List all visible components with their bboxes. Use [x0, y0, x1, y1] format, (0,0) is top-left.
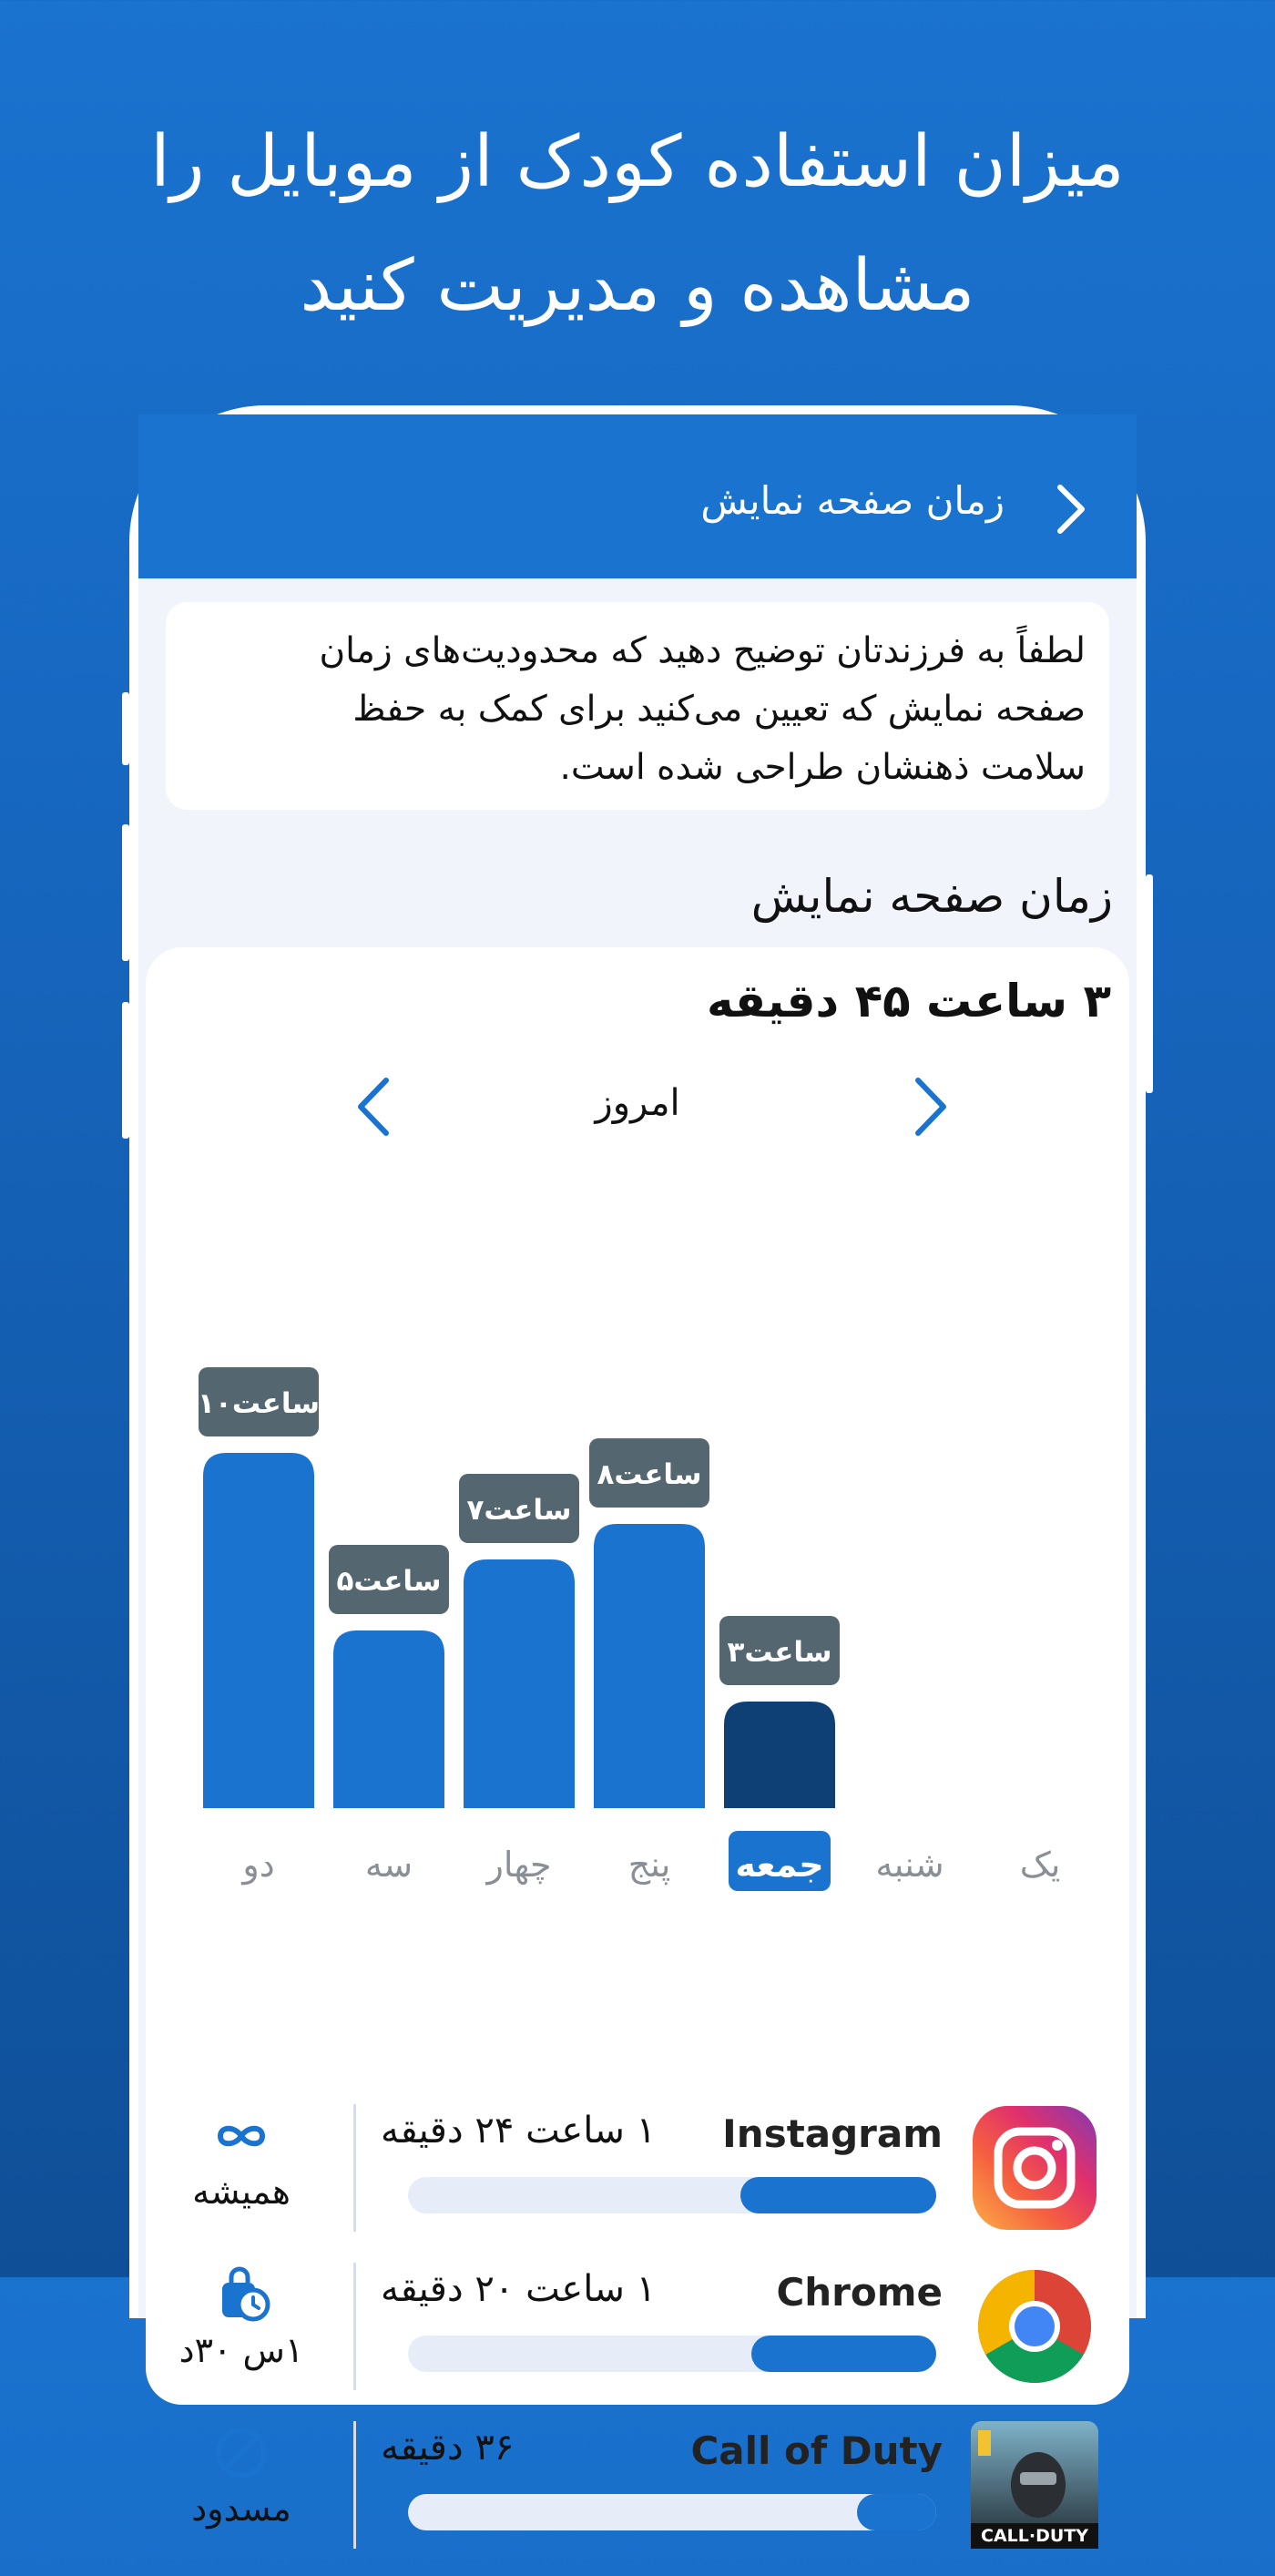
divider [353, 2421, 356, 2549]
phone-side-button [1146, 874, 1153, 1093]
limit-label: مسدود [191, 2489, 291, 2529]
timer-lock-icon [209, 2263, 273, 2326]
chart-bar-group[interactable] [198, 1367, 320, 1808]
chart-data-label: ساعت۱۰ [198, 1387, 320, 1420]
limit-setting[interactable] [173, 2104, 310, 2212]
back-icon[interactable] [1040, 480, 1098, 538]
app-row-call-of-duty[interactable] [146, 2421, 1129, 2576]
chart-data-label: ساعت۷ [466, 1494, 572, 1527]
chart-bar[interactable] [333, 1630, 444, 1808]
chart-data-label: ساعت۵ [336, 1565, 442, 1598]
info-line-2: صفحه نمایش که تعیین می‌کنید برای کمک به حفظ [352, 689, 1086, 730]
app-time: ۱ ساعت ۲۰ دقیقه [381, 2268, 657, 2310]
chart-day-label[interactable]: دو [242, 1845, 275, 1885]
usage-progress-fill [751, 2336, 936, 2372]
chart-bar[interactable] [203, 1453, 314, 1808]
instagram-icon [971, 2104, 1098, 2232]
total-usage: ۳ ساعت ۴۵ دقیقه [707, 975, 1111, 1027]
limit-setting[interactable] [173, 2263, 310, 2370]
limit-setting[interactable] [173, 2421, 310, 2529]
app-row-chrome[interactable] [146, 2263, 1129, 2418]
date-label: امروز [595, 1082, 680, 1124]
usage-progress-fill [857, 2494, 936, 2530]
usage-card [146, 947, 1129, 2546]
usage-progress-bar [408, 2336, 936, 2372]
headline-line-2: مشاهده و مدیریت کنید [300, 245, 975, 327]
chart-bar-group[interactable] [589, 1438, 709, 1808]
phone-side-button [122, 692, 129, 765]
app-bar [138, 414, 1137, 578]
chart-data-label: ساعت۳ [727, 1636, 832, 1669]
headline-line-1: میزان استفاده کودک از موبایل را [150, 121, 1125, 203]
chart-bar-group[interactable] [719, 1616, 840, 1808]
divider [353, 2263, 356, 2390]
usage-progress-fill [740, 2177, 936, 2213]
infinity-icon [209, 2104, 273, 2168]
chart-day-label[interactable]: سه [364, 1845, 413, 1885]
info-card [166, 602, 1109, 810]
usage-progress-bar [408, 2494, 936, 2530]
app-time: ۳۶ دقیقه [381, 2427, 515, 2469]
app-name: Instagram [722, 2111, 943, 2156]
chrome-icon [971, 2263, 1098, 2390]
info-line-1: لطفاً به فرزندتان توضیح دهید که محدودیت‌های زمان [319, 630, 1086, 671]
chart-bar[interactable] [724, 1702, 835, 1808]
phone-frame [129, 405, 1146, 2546]
info-line-3: سلامت ذهنشان طراحی شده است. [559, 747, 1086, 788]
headline [55, 100, 1220, 348]
limit-label: همیشه [192, 2172, 291, 2212]
usage-progress-bar [408, 2177, 936, 2213]
section-title: زمان صفحه نمایش [750, 870, 1113, 923]
phone-side-button [122, 1002, 129, 1139]
chart-day-label[interactable]: شنبه [875, 1845, 944, 1885]
chart-day-label[interactable]: پنج [627, 1845, 671, 1885]
chart-bar-group[interactable] [459, 1474, 579, 1808]
app-name: Chrome [776, 2270, 943, 2315]
app-row-instagram[interactable] [146, 2104, 1129, 2259]
chart-bar[interactable] [464, 1559, 575, 1808]
call-of-duty-icon [971, 2421, 1098, 2549]
chart-data-label: ساعت۸ [597, 1458, 702, 1491]
chart-day-label[interactable]: چهار [486, 1845, 552, 1885]
phone-side-button [122, 824, 129, 961]
chart-bar-group[interactable] [329, 1545, 449, 1808]
divider [353, 2104, 356, 2232]
chart-bar[interactable] [594, 1524, 705, 1808]
app-time: ۱ ساعت ۲۴ دقیقه [381, 2110, 657, 2152]
app-name: Call of Duty [690, 2428, 943, 2473]
chart-day-label[interactable]: جمعه [735, 1845, 824, 1885]
chart-day-label[interactable]: یک [1019, 1845, 1061, 1885]
app-bar-title: زمان صفحه نمایش [700, 478, 1005, 523]
limit-label: ۱س ۳۰د [178, 2330, 304, 2370]
blocked-icon [209, 2421, 273, 2485]
call-of-duty-icon-text: CALL·DUTY [981, 2526, 1088, 2546]
usage-bar-chart [146, 947, 1129, 2095]
